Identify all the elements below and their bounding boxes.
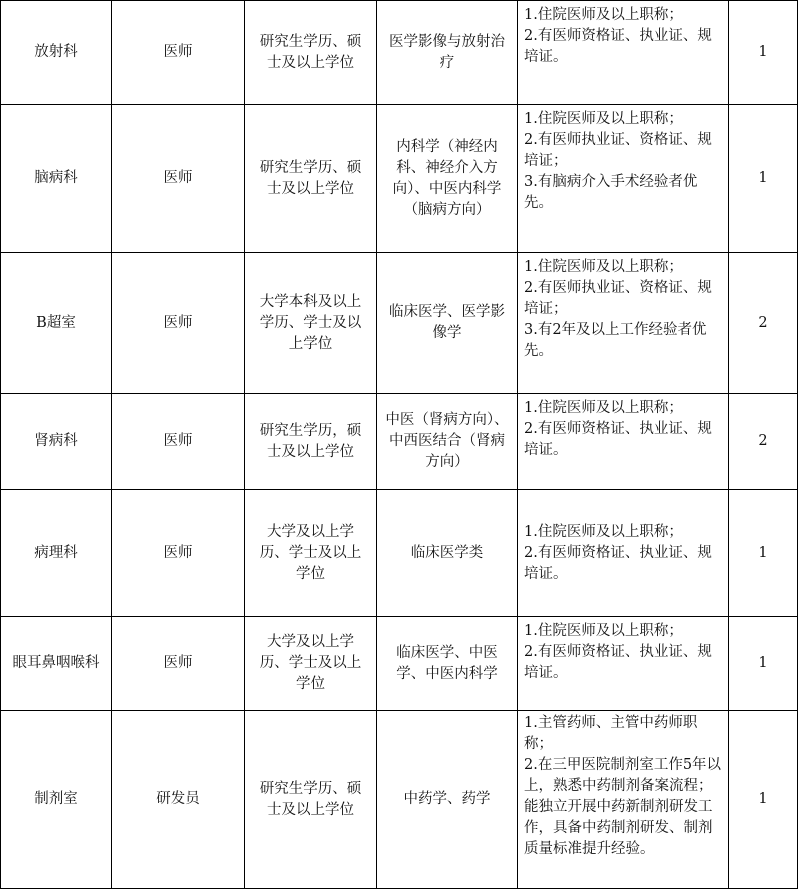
department-cell: 脑病科 xyxy=(1,105,112,253)
requirement-line: 2.有医师资格证、执业证、规培证。 xyxy=(524,544,712,582)
requirement-line: 2.有医师资格证、执业证、规培证。 xyxy=(524,644,712,681)
count-cell: 1 xyxy=(729,1,798,105)
requirements-cell xyxy=(518,105,729,253)
table-row xyxy=(1,711,798,889)
requirement-line: 2.有医师执业证、资格证、规培证； xyxy=(524,280,712,317)
requirement-line: 1.住院医师及以上职称； xyxy=(524,523,683,540)
requirement-line: 2.有医师资格证、执业证、规培证。 xyxy=(524,28,712,65)
major-cell: 医学影像与放射治疗 xyxy=(377,1,518,105)
major-cell: 临床医学类 xyxy=(377,490,518,617)
requirement-line: 3.有2年及以上工作经验者优先。 xyxy=(524,322,707,359)
education-cell: 大学及以上学历、学士及以上学位 xyxy=(245,490,377,617)
education-cell: 研究生学历、硕士及以上学位 xyxy=(245,1,377,105)
table-row xyxy=(1,253,798,394)
table-row xyxy=(1,105,798,253)
position-cell: 医师 xyxy=(112,394,245,490)
education-cell: 大学及以上学历、学士及以上学位 xyxy=(245,617,377,711)
count-cell: 1 xyxy=(729,711,798,889)
department-cell: B超室 xyxy=(1,253,112,394)
requirements-cell xyxy=(518,617,729,711)
position-cell: 医师 xyxy=(112,490,245,617)
requirement-line: 2.有医师执业证、资格证、规培证； xyxy=(524,132,712,169)
position-cell: 医师 xyxy=(112,105,245,253)
major-cell: 中药学、药学 xyxy=(377,711,518,889)
education-cell: 研究生学历、硕士及以上学位 xyxy=(245,711,377,889)
education-cell: 研究生学历，硕士及以上学位 xyxy=(245,394,377,490)
requirements-cell xyxy=(518,1,729,105)
count-cell: 1 xyxy=(729,617,798,711)
department-cell: 肾病科 xyxy=(1,394,112,490)
requirement-line: 1.主管药师、主管中药师职称； xyxy=(524,715,698,752)
department-cell: 眼耳鼻咽喉科 xyxy=(1,617,112,711)
requirement-line: 3.有脑病介入手术经验者优先。 xyxy=(524,174,698,211)
position-cell: 医师 xyxy=(112,1,245,105)
department-cell: 制剂室 xyxy=(1,711,112,889)
major-cell: 内科学（神经内科、神经介入方向）、中医内科学（脑病方向） xyxy=(377,105,518,253)
requirement-line: 1.住院医师及以上职称； xyxy=(524,400,683,416)
count-cell: 2 xyxy=(729,394,798,490)
requirement-line: 1.住院医师及以上职称； xyxy=(524,259,683,275)
count-cell: 1 xyxy=(729,105,798,253)
requirement-line: 1.住院医师及以上职称； xyxy=(524,623,683,639)
table-row xyxy=(1,1,798,105)
requirement-line: 2.在三甲医院制剂室工作5年以上，熟悉中药制剂备案流程；能独立开展中药新制剂研发工作，具备中药制剂研发、制剂质量标准提升经验。 xyxy=(524,757,722,857)
table-row xyxy=(1,617,798,711)
position-cell: 医师 xyxy=(112,253,245,394)
position-cell: 医师 xyxy=(112,617,245,711)
education-cell: 大学本科及以上学历、学士及以上学位 xyxy=(245,253,377,394)
major-cell: 临床医学、中医学、中医内科学 xyxy=(377,617,518,711)
department-cell: 放射科 xyxy=(1,1,112,105)
requirement-line: 1.住院医师及以上职称； xyxy=(524,111,683,127)
table-row xyxy=(1,394,798,490)
count-cell: 2 xyxy=(729,253,798,394)
requirements-cell xyxy=(518,394,729,490)
department-cell: 病理科 xyxy=(1,490,112,617)
table-row xyxy=(1,490,798,617)
position-cell: 研发员 xyxy=(112,711,245,889)
count-cell: 1 xyxy=(729,490,798,617)
requirements-cell xyxy=(518,253,729,394)
major-cell: 中医（肾病方向）、中西医结合（肾病方向） xyxy=(377,394,518,490)
requirement-line: 2.有医师资格证、执业证、规培证。 xyxy=(524,421,712,458)
education-cell: 研究生学历、硕士及以上学位 xyxy=(245,105,377,253)
requirements-cell xyxy=(518,490,729,617)
requirements-cell xyxy=(518,711,729,889)
requirement-line: 1.住院医师及以上职称； xyxy=(524,7,683,23)
major-cell: 临床医学、医学影像学 xyxy=(377,253,518,394)
